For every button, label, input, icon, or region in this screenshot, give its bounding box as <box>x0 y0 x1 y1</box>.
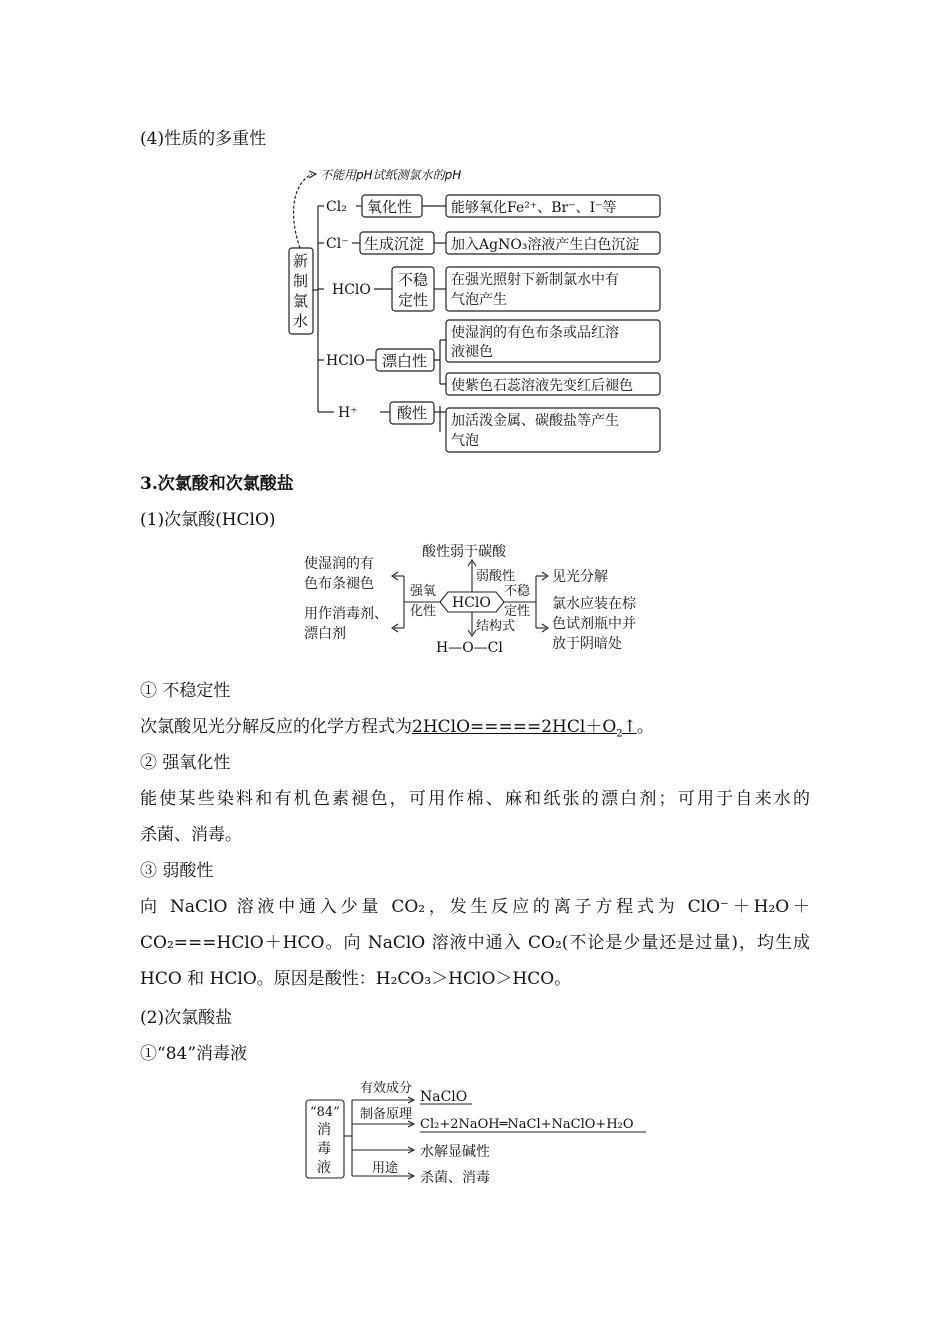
desc-bleaching-2: 使紫色石蕊溶液先变红后褪色 <box>451 378 633 394</box>
desc-acidic-2: 气泡 <box>451 433 479 449</box>
section-4-title: (4)性质的多重性 <box>140 129 267 149</box>
item-2-title: ② 强氧化性 <box>140 753 231 773</box>
desc-bleaching-1b: 液褪色 <box>451 344 493 360</box>
branch-preparation-equation: Cl₂+2NaOH═NaCl+NaClO+H₂O <box>420 1117 634 1132</box>
hclo-diagram <box>300 538 670 660</box>
hclo-center: HClO <box>452 595 491 611</box>
species-cl2: Cl₂ <box>326 199 347 215</box>
structure-label: 结构式 <box>476 619 516 634</box>
left-effect-1a: 使湿润的有 <box>304 556 374 572</box>
branch-use-label: 用途 <box>372 1161 399 1176</box>
item-1-title: ① 不稳定性 <box>140 681 231 701</box>
strong-ox-label-1: 强氧 <box>410 584 437 599</box>
section-3-title: 3.次氯酸和次氯酸盐 <box>140 474 294 494</box>
branch-active-ingredient-label: 有效成分 <box>360 1081 413 1096</box>
desc-precipitate: 加入AgNO₃溶液产生白色沉淀 <box>451 237 640 253</box>
left-effect-2b: 漂白剂 <box>304 626 346 642</box>
item-3-line-2: CO₂===HClO＋HCO。向 NaClO 溶液中通入 CO₂(不论是少量还是过量)，均生成 <box>140 933 810 953</box>
hclo-decomposition-equation: $2HClO=====2HCl+O_2↑$ <box>412 717 637 740</box>
desc-unstable-1: 在强光照射下新制氯水中有 <box>451 272 619 288</box>
right-effect-2b: 色试剂瓶中并 <box>552 616 636 632</box>
item-1-text: 次氯酸见光分解反应的化学方程式为$2HClO=====2HCl+O_2↑$。 <box>140 717 654 740</box>
root-char-2: 制 <box>293 272 309 290</box>
item-3-line-3: HCO 和 HClO。原因是酸性：H₂CO₃＞HClO＞HCO。 <box>140 969 572 989</box>
root-ye: 液 <box>317 1160 331 1176</box>
chlorine-water-diagram <box>280 160 680 460</box>
unstable-label-2: 定性 <box>504 604 531 619</box>
branch-preparation-label: 制备原理 <box>360 1107 413 1122</box>
root-xiao: 消 <box>317 1122 331 1138</box>
unstable-label-1: 不稳 <box>504 584 531 599</box>
property-precipitate: 生成沉淀 <box>364 235 425 253</box>
item-3-line-1: 向 NaClO 溶液中通入少量 CO₂，发生反应的离子方程式为 ClO⁻＋H₂O＋ <box>140 897 810 917</box>
left-effect-1b: 色布条褪色 <box>304 576 374 592</box>
property-unstable-2: 定性 <box>398 291 429 309</box>
root-char-3: 氯 <box>293 292 309 310</box>
property-unstable-1: 不稳 <box>398 271 429 289</box>
species-hclo-2: HClO <box>326 353 365 369</box>
desc-acidic-1: 加活泼金属、碳酸盐等产生 <box>451 413 619 429</box>
item-2-line-1: 能使某些染料和有机色素褪色，可用作棉、麻和纸张的漂白剂；可用于自来水的 <box>140 789 810 809</box>
item-84-title: ①“84”消毒液 <box>140 1044 248 1064</box>
property-bleaching: 漂白性 <box>382 352 428 370</box>
root-84: “84” <box>310 1105 340 1120</box>
item-1-prefix: 次氯酸见光分解反应的化学方程式为 <box>140 717 412 737</box>
branch-use-value: 杀菌、消毒 <box>420 1170 490 1186</box>
acid-weaker-than-carbonic: 酸性弱于碳酸 <box>422 544 506 560</box>
subsection-1-title: (1)次氯酸(HClO) <box>140 510 276 530</box>
species-cl-ion: Cl⁻ <box>326 236 349 252</box>
branch-active-ingredient-value: NaClO <box>420 1089 468 1105</box>
desc-bleaching-1a: 使湿润的有色布条或品红溶 <box>451 325 619 341</box>
right-effect-2c: 放于阴暗处 <box>552 636 622 652</box>
subsection-2-title: (2)次氯酸盐 <box>140 1008 233 1028</box>
desc-unstable-2: 气泡产生 <box>451 292 507 308</box>
item-2-line-2: 杀菌、消毒。 <box>140 825 242 845</box>
root-char-1: 新 <box>293 252 309 270</box>
structure-formula: H—O—Cl <box>436 640 503 656</box>
disinfectant-84-diagram <box>300 1076 660 1188</box>
species-h-ion: H⁺ <box>338 405 358 421</box>
species-hclo-1: HClO <box>332 282 371 298</box>
root-char-4: 水 <box>293 312 309 330</box>
item-3-title: ③ 弱酸性 <box>140 861 214 881</box>
strong-ox-label-2: 化性 <box>410 604 437 619</box>
right-effect-1: 见光分解 <box>552 569 608 585</box>
right-effect-2a: 氯水应装在棕 <box>552 596 636 612</box>
left-effect-2a: 用作消毒剂、 <box>304 606 388 622</box>
ph-note: 不能用pH试纸测氯水的pH <box>320 168 462 182</box>
root-du: 毒 <box>317 1141 331 1157</box>
weak-acidity-label: 弱酸性 <box>476 569 516 584</box>
branch-hydrolysis: 水解显碱性 <box>420 1144 490 1160</box>
desc-oxidizing: 能够氧化Fe²⁺、Br⁻、I⁻等 <box>451 200 617 216</box>
property-oxidizing: 氧化性 <box>367 198 413 216</box>
property-acidic: 酸性 <box>397 404 428 422</box>
